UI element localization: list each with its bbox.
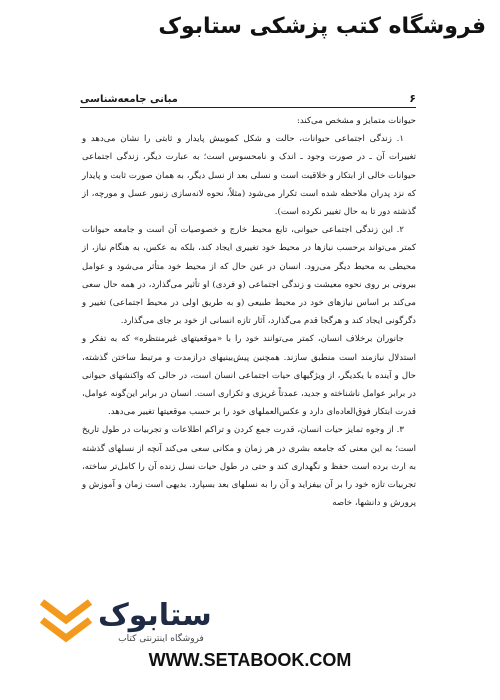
running-header: مبانی جامعه‌شناسی [80, 94, 178, 105]
paragraph: حیوانات متمایز و مشخص می‌کند: [296, 116, 416, 126]
setabook-logo [36, 598, 236, 650]
paragraph: ۲. این زندگی اجتماعی حیوانی، تابع محیط خارج و خصوصیات آن است و جامعه حیوانات کمتر می‌تواند برحسب نیازها در محیط خود تغییری ایجاد کند، بلکه به عکس، به هنگام نیاز، از محیطی به محیط دیگر می‌رود. انسان در عین حال که از محیط خود متأثر می‌شود و عوامل بیرونی بر روی نحوه معیشت و زندگی اجتماعی (و فردی) او تأثیر می‌گذارد، در همه حال سعی می‌کند بر اساس نیازهای خود در محیط طبیعی (و به طریق اولی در محیط اجتماعی) تغییر و دگرگونی ایجاد کند و هرگجا قدم می‌گذارد، آثار تازه انسانی از خود بر جای می‌گذارد. [82, 225, 416, 327]
paragraph: جانوران برخلاف انسان، کمتر می‌توانند خود را با «موقعیتهای غیرمنتظره» که به تفکر و استدلال نیازمند است منطبق سازند. همچنین پیش‌بینیهای درازمدت و مرتبط ساختن گذشته، حال و آینده با یکدیگر، از ویژگیهای حیات اجتماعی انسان است، در حالی که واکنشهای حیوانی در برابر عوامل ناشناخته و جدید، عمدتاً غریزی و تکراری است. انسان در برابر این‌گونه عوامل، قدرت ابتکار فوق‌العاده‌ای دارد و عکس‌العملهای خود را بر حسب موقعیتها تغییر می‌دهد. [82, 334, 416, 418]
page-number: ۶ [409, 92, 416, 105]
site-url[interactable]: WWW.SETABOOK.COM [148, 650, 352, 670]
book-body-text [82, 112, 416, 512]
chevron-logo-icon [36, 598, 96, 646]
logo-tagline: فروشگاه اینترنتی کتاب [118, 634, 204, 644]
page-header [80, 92, 416, 108]
paragraph: ۳. از وجوه تمایز حیات انسان، قدرت جمع کردن و تراکم اطلاعات و تجربیات در طول تاریخ است؛ به این معنی که جامعه بشری در هر زمان و مکانی سعی می‌کند آنچه از نسلهای گذشته به ارث برده است حفظ و نگهداری کند و حتی در طول حیات نسل زنده آن را کامل‌تر ساخته، تجربیات تازه خود را بر آن بیفزاید و آن را به نسلهای بعد بسپارد. بدیهی است زمان و آموزش و پرورش و دانشها، خاصه [82, 425, 416, 509]
paragraph: ۱. زندگی اجتماعی حیوانات، حالت و شکل کموبیش پایدار و ثابتی را نشان می‌دهد و تغییرات آن ـ در صورت وجود ـ اندک و نامحسوس است؛ به عبارت دیگر، زندگی اجتماعی حیوانات خالی از ابتکار و خلاقیت است و نسلی بعد از نسل دیگر، به همان صورت ثابت و پایدار که نزد پدران ملاحظه شده است تکرار می‌شود (مثلاً، نحوه لانه‌سازی زنبور عسل و مورچه، از گذشته دور تا به حال تغییر نکرده است). [82, 134, 416, 218]
logo-wordmark: ستابوک [98, 598, 212, 633]
store-title: فروشگاه کتب پزشکی ستابوک [158, 14, 486, 39]
